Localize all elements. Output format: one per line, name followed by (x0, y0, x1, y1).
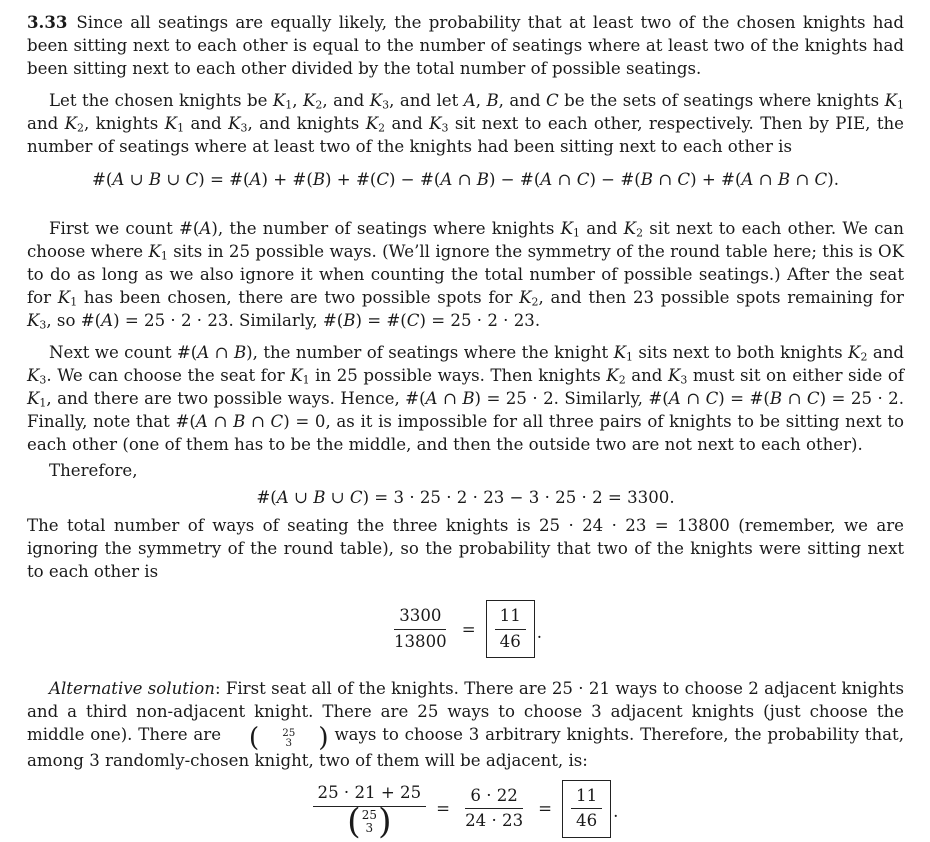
text-run: B (486, 91, 499, 110)
text-run: ∪ (325, 488, 350, 507)
text-run: B (769, 389, 783, 408)
paragraph-therefore (27, 459, 904, 482)
text-run: , and knights (247, 114, 366, 133)
text-run: C (270, 412, 284, 431)
text-run: 1 (625, 350, 633, 364)
text-run: C (576, 170, 590, 189)
text-run: ∩ (782, 389, 807, 408)
text-run: , and then 23 possible spots remaining for (538, 288, 904, 307)
text-run: K (303, 91, 316, 110)
text-run: B (148, 170, 162, 189)
text-run: , and let (389, 91, 464, 110)
text-run: ) = 25 · 2 · 23. (419, 311, 541, 330)
text-run: , and there are two possible ways. Hence, #( (46, 389, 426, 408)
text-run: K (27, 366, 40, 385)
text-run: 3 (441, 121, 449, 135)
boxed-answer (486, 600, 535, 658)
text-run: C (546, 91, 559, 110)
text-run: C (806, 389, 820, 408)
text-run: sits in 25 possible ways. (We’ll ignore the symmetry of the round table here; this is OK to do as long as we also ignore it when counting the total number of possible seatings.) After the seat for (27, 242, 904, 307)
text-run: K (560, 219, 573, 238)
text-run: First we count #( (49, 219, 200, 238)
text-run: K (606, 366, 619, 385)
text-run: ) − #( (389, 170, 441, 189)
text-run: A (101, 311, 114, 330)
text-run: ) = 0, as it is impossible for all three pairs of knights to be sitting next to each other (one of them has to be the middle, and then the outside two are not next to each other). (27, 412, 905, 454)
text-run: 3 (240, 121, 248, 135)
text-run: , (475, 91, 487, 110)
fraction-11-over-46 (495, 606, 526, 652)
text-run: : First seat all of the knights. There are 25 · 21 ways to choose 2 adjacent knights and a third non-adjacent knight. There are 25 ways to choose 3 adjacent knights (just choose the middle one). There are (27, 679, 904, 745)
text-run: 3 (39, 373, 47, 387)
fraction-denominator (342, 801, 396, 842)
paragraph-alternative-solution (27, 677, 904, 771)
text-run: 3 (382, 98, 390, 112)
text-run: ∩ (452, 170, 477, 189)
text-run: ) = 25 · 2 · 23. Similarly, #( (113, 311, 344, 330)
text-run: ∪ (161, 170, 186, 189)
text-run: ∩ (207, 412, 234, 431)
text-run: A (249, 170, 262, 189)
text-run: , and (498, 91, 547, 110)
text-run: B (777, 170, 791, 189)
text-run: The total number of ways of seating the three knights is 25 · 24 · 23 = 13800 (remember, we are ignoring the symmetry of the round table), so the probability that two of the knights were sitting next to each other is (27, 516, 904, 581)
text-run: ), the number of seatings where knights (211, 219, 561, 238)
equation-period: . (536, 622, 543, 642)
text-run: Therefore, (49, 461, 138, 480)
text-run: 2 (531, 295, 539, 309)
text-run: 2 (77, 121, 84, 135)
text-run: K (228, 114, 241, 133)
text-run: be the sets of seatings where knights (558, 91, 885, 110)
text-run: ) = 3 · 25 · 2 · 23 − 3 · 25 · 2 = 3300. (362, 488, 675, 507)
text-run: 2 (618, 373, 626, 387)
text-run: A (425, 389, 438, 408)
text-run: ) = 25 · 2. Finally, note that #( (27, 389, 905, 431)
text-run: ∩ (552, 170, 577, 189)
text-run: A (668, 389, 681, 408)
equals-sign: = (436, 799, 451, 819)
text-run: , so #( (46, 311, 102, 330)
fraction-denominator: 46 (499, 631, 521, 651)
text-run: A (199, 219, 212, 238)
text-run: 2 (378, 121, 386, 135)
fraction-numerator: 11 (571, 786, 602, 810)
text-run: sits next to both knights (632, 343, 849, 362)
text-run: B (343, 311, 356, 330)
binomial-coefficient-inline: ( 25 3 ) (248, 722, 329, 754)
text-run: has been chosen, there are two possible spots for (77, 288, 520, 307)
text-run: C (349, 488, 363, 507)
text-run: K (613, 343, 626, 362)
text-run: 3 (680, 373, 688, 387)
text-run: A (540, 170, 553, 189)
text-run: ), the number of seatings where the knight (246, 343, 614, 362)
text-run: and (385, 114, 430, 133)
text-run: , knights (84, 114, 165, 133)
text-run: ∩ (245, 412, 271, 431)
text-run: ways to choose 3 arbitrary knights. Therefore, the probability that, among 3 randomly-chosen knight, two of them will be adjacent, is: (27, 725, 904, 770)
text-run: B (233, 412, 246, 431)
text-run: C (677, 170, 691, 189)
text-run: K (369, 91, 383, 110)
text-run: K (64, 114, 78, 133)
text-run: A (440, 170, 453, 189)
paragraph-total-count (27, 514, 904, 583)
text-run: A (112, 170, 125, 189)
equation-probability-result (27, 600, 904, 658)
fraction-numerator: 6 · 22 (465, 786, 523, 810)
text-run: 1 (177, 121, 185, 135)
text-run: K (148, 242, 161, 261)
fraction-6-22-over-24-23 (460, 786, 528, 832)
fraction-11-over-46 (571, 786, 602, 832)
text-run: K (519, 288, 532, 307)
text-run: #( (256, 488, 277, 507)
text-run: 1 (160, 249, 168, 263)
boxed-answer (562, 780, 611, 838)
fraction-3300-over-13800 (389, 606, 452, 652)
text-run: must sit on either side of (687, 366, 904, 385)
text-run: and (579, 219, 624, 238)
text-run: K (848, 343, 861, 362)
binomial-coefficient-25-choose-3: ( 25 3 ) (347, 801, 392, 842)
text-run: 3 (39, 318, 47, 332)
text-run: K (27, 311, 40, 330)
text-run: 3.33 (27, 12, 68, 32)
text-run: B (640, 170, 653, 189)
text-run: ) − #( (488, 170, 541, 189)
text-run: ) = #( (355, 311, 407, 330)
text-run: ∪ (124, 170, 149, 189)
text-run: 1 (573, 226, 580, 240)
text-run: Next we count #( (49, 343, 198, 362)
text-run: A (276, 488, 289, 507)
text-run: 1 (285, 98, 293, 112)
text-run: A (463, 91, 476, 110)
text-run: Let the chosen knights be (49, 91, 273, 110)
fraction-denominator: 24 · 23 (465, 811, 524, 831)
text-run: ∩ (753, 170, 778, 189)
text-run: K (884, 91, 898, 110)
text-run: ). (827, 170, 839, 189)
text-run: ) − #( (589, 170, 641, 189)
text-run: sit next to each other, respectively. Then by PIE, the number of seatings where at least two of the knights had been sitting next to each other is (27, 114, 904, 156)
text-run: 2 (636, 226, 644, 240)
text-run: K (667, 366, 681, 385)
text-run: C (185, 170, 199, 189)
text-run: , (292, 91, 303, 110)
text-run: ∩ (437, 389, 463, 408)
text-run: K (164, 114, 178, 133)
text-run: Alternative solution (49, 679, 215, 699)
paragraph-count-intersections (27, 341, 904, 456)
fraction-denominator: 13800 (393, 631, 447, 651)
text-run: ) = #( (718, 389, 770, 408)
text-run: K (27, 389, 40, 408)
text-run: 1 (39, 396, 47, 410)
text-run: 1 (70, 295, 78, 309)
text-run: ) = #( (198, 170, 250, 189)
text-run: 1 (302, 373, 310, 387)
paragraph-setup-sets (27, 89, 904, 158)
paragraph-count-A (27, 217, 904, 332)
text-run: K (272, 91, 286, 110)
text-run: B (476, 170, 489, 189)
text-run: K (57, 288, 71, 307)
binomial-stack (362, 809, 377, 834)
text-run: K (429, 114, 442, 133)
fraction-numerator: 3300 (394, 606, 446, 630)
text-run: 2 (315, 98, 323, 112)
text-run: ∩ (680, 389, 706, 408)
text-run: C (705, 389, 719, 408)
paragraph-problem-statement (27, 11, 904, 80)
text-run: 1 (897, 98, 904, 112)
text-run: C (814, 170, 828, 189)
equals-sign: = (461, 619, 476, 639)
text-run: ) = 25 · 2. Similarly, #( (474, 389, 669, 408)
binomial-top: 25 (361, 808, 377, 823)
text-run: and (625, 366, 668, 385)
text-run: ) + #( (690, 170, 742, 189)
fraction-count-over-binom (313, 783, 427, 842)
fraction-denominator: 46 (576, 811, 598, 831)
text-run: , and (322, 91, 370, 110)
text-run: A (741, 170, 754, 189)
text-run: ) + #( (261, 170, 313, 189)
equals-sign: = (538, 799, 553, 819)
text-run: Since all seatings are equally likely, the probability that at least two of the chosen knights had been sitting next to each other is equal to the number of seatings where at least two of the knights had been sitting next to each other divided by the total number of possible seatings. (27, 13, 904, 78)
text-run: K (290, 366, 303, 385)
text-run: #( (92, 170, 113, 189)
text-run: and (867, 343, 905, 362)
text-run: . We can choose the seat for (46, 366, 291, 385)
text-run: ∩ (209, 343, 234, 362)
equation-alternative-computation (27, 780, 904, 842)
fraction-numerator: 11 (495, 606, 526, 630)
text-run: ∩ (790, 170, 815, 189)
equation-period: . (613, 802, 619, 822)
text-run: and (27, 114, 65, 133)
text-run: B (312, 170, 326, 189)
text-run: K (623, 219, 637, 238)
text-run: ) + #( (325, 170, 377, 189)
equation-union-value (27, 486, 904, 509)
text-run: in 25 possible ways. Then knights (309, 366, 607, 385)
text-run: ∪ (288, 488, 314, 507)
text-run: A (195, 412, 208, 431)
binomial-bottom: 3 (365, 820, 374, 835)
text-run: C (376, 170, 390, 189)
text-run: sit next to each other. We can choose where (27, 219, 904, 261)
fraction-numerator: 25 · 21 + 25 (313, 783, 427, 807)
text-run: 2 (860, 350, 868, 364)
text-run: K (365, 114, 379, 133)
text-run: B (233, 343, 247, 362)
text-run: A (197, 343, 210, 362)
text-run: and (184, 114, 229, 133)
text-run: B (313, 488, 326, 507)
text-run: C (406, 311, 420, 330)
text-run: ∩ (652, 170, 678, 189)
equation-pie-expansion (27, 168, 904, 191)
text-run: B (462, 389, 475, 408)
